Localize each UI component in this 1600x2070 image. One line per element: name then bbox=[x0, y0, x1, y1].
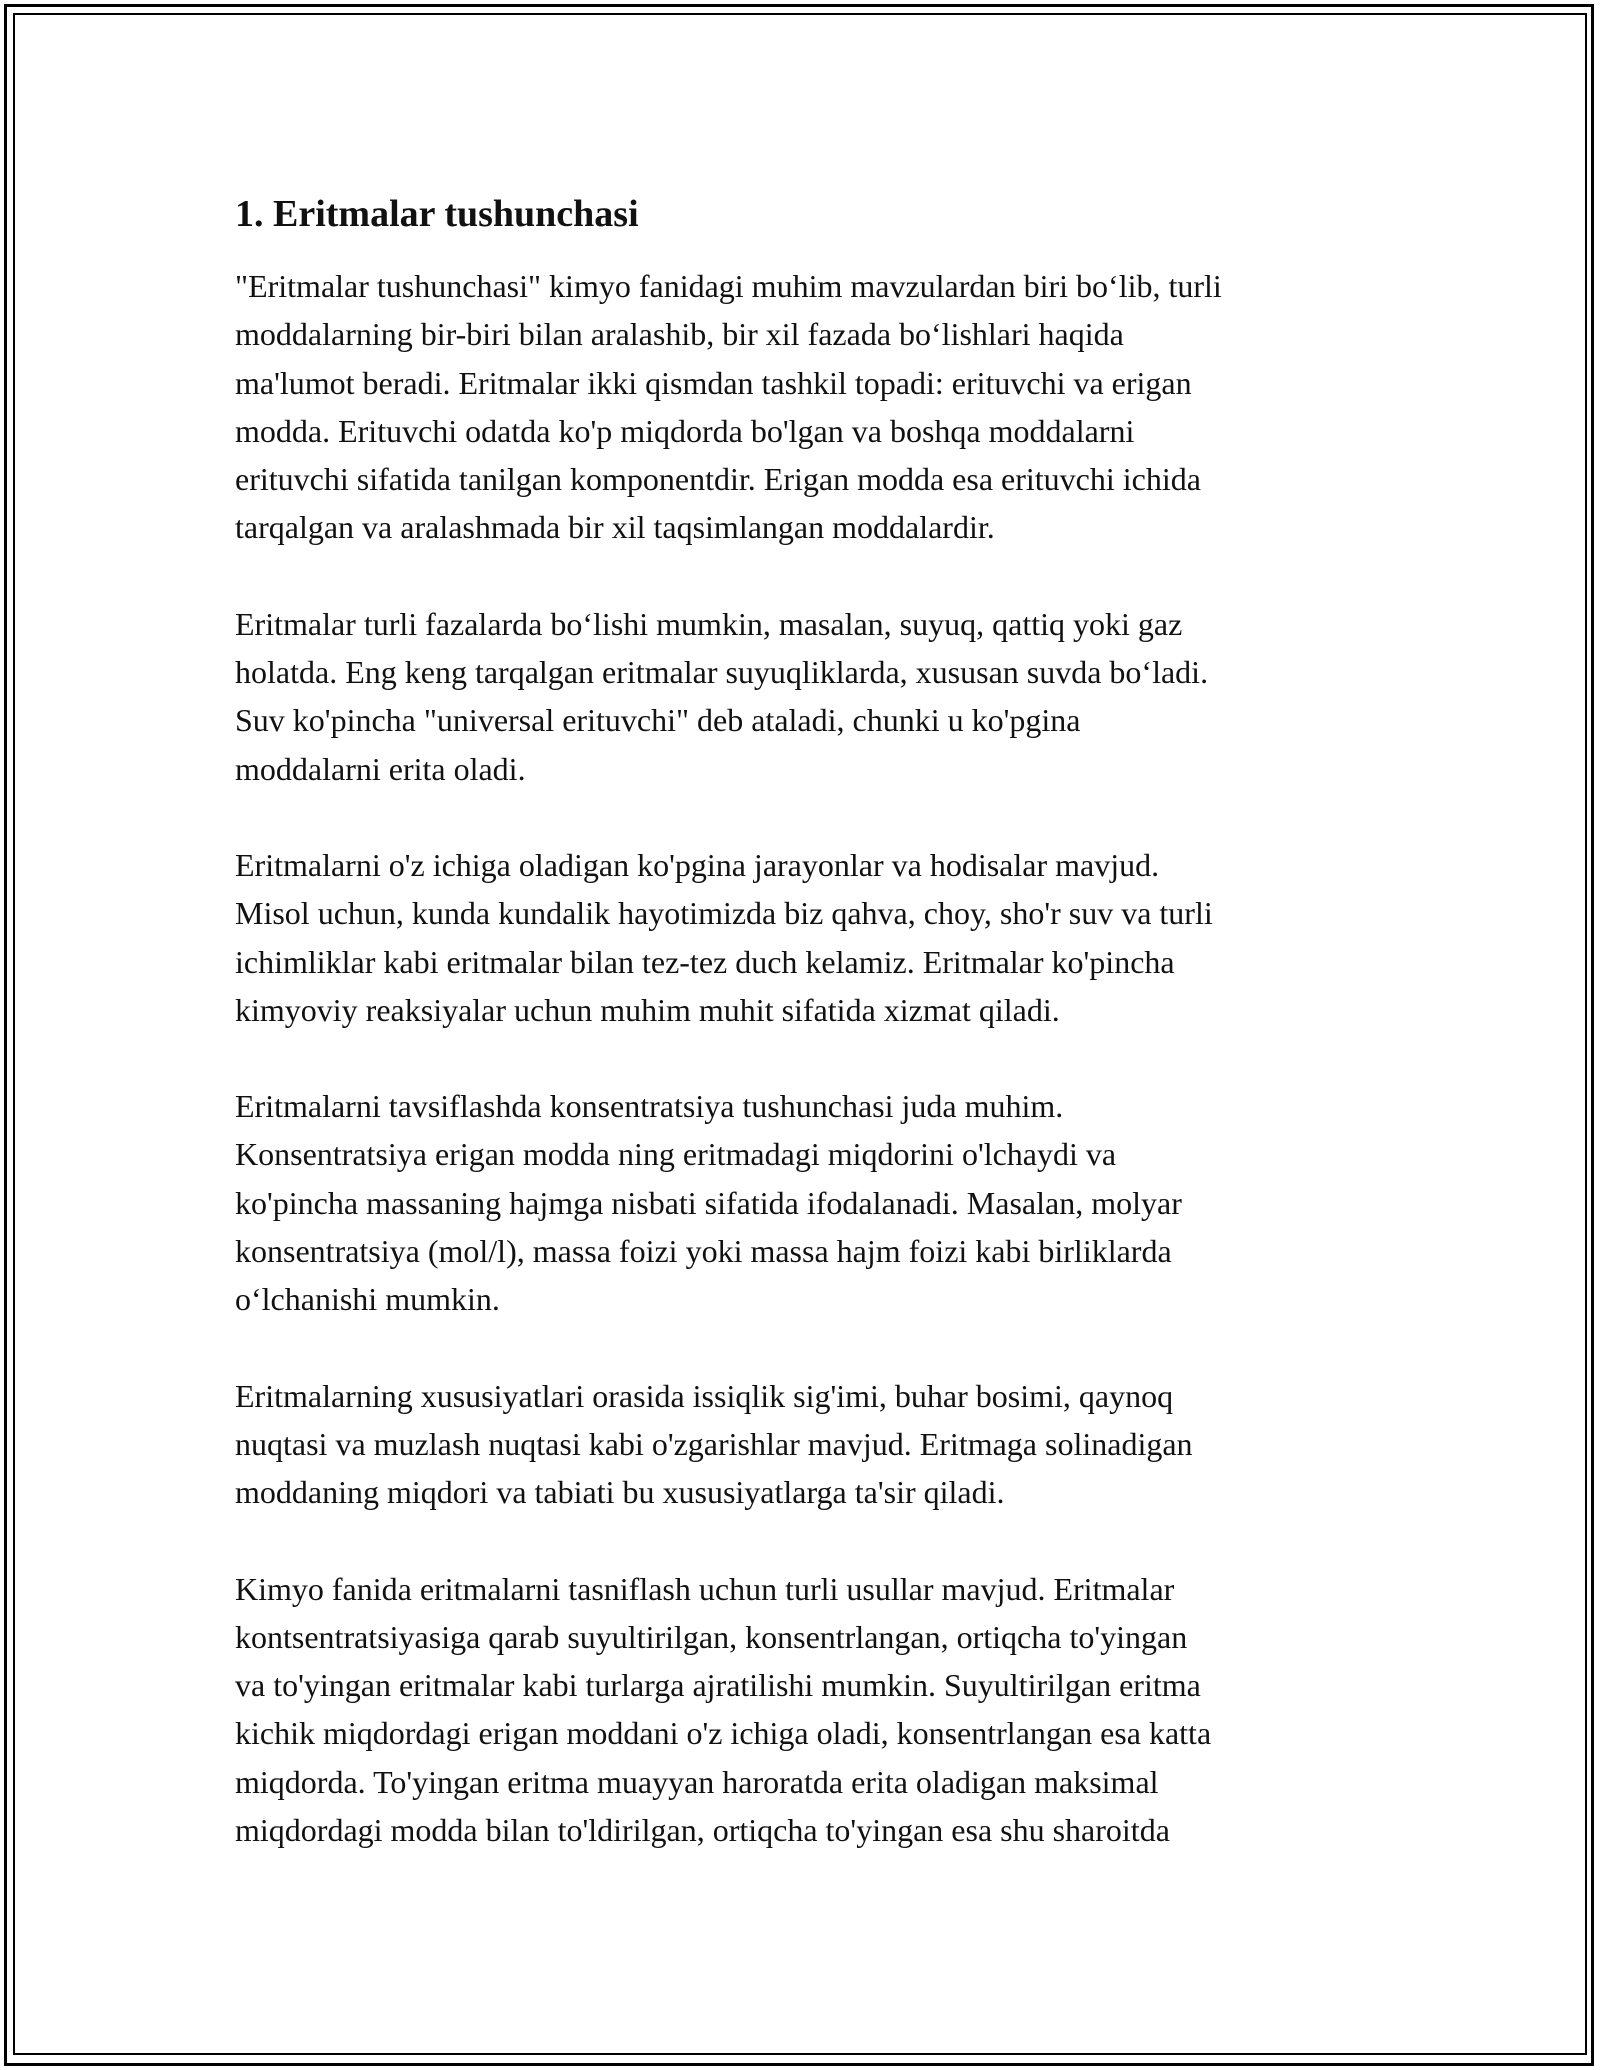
paragraph-3: Eritmalarni o'z ichiga oladigan ko'pgina jarayonlar va hodisalar mavjud. Misol uchun, kunda kundalik hayotimizda biz qahva, choy, sho'r suv va turli ichimliklar kabi eritmalar bilan tez-tez duch kelamiz. Eritmalar ko'pincha kimyoviy reaksiyalar uchun muhim muhit sifatida xizmat qiladi. bbox=[235, 846, 1213, 1028]
document-body bbox=[235, 188, 1385, 1902]
paragraph-1: "Eritmalar tushunchasi" kimyo fanidagi muhim mavzulardan biri bo‘lib, turli moddalarning bir-biri bilan aralashib, bir xil fazada bo‘lishlari haqida ma'lumot beradi. Eritmalar ikki qismdan tashkil topadi: erituvchi va erigan modda. Erituvchi odatda ko'p miqdorda bo'lgan va boshqa moddalarni erituvchi sifatida tanilgan komponentdir. Erigan modda esa erituvchi ichida tarqalgan va aralashmada bir xil taqsimlangan moddalardir. bbox=[235, 268, 1222, 546]
paragraph-4: Eritmalarni tavsiflashda konsentratsiya tushunchasi juda muhim. Konsentratsiya erigan modda ning eritmadagi miqdorini o'lchaydi va ko'pincha massaning hajmga nisbati sifatida ifodalanadi. Masalan, molyar konsentratsiya (mol/l), massa foizi yoki massa hajm foizi kabi birliklarda o‘lchanishi mumkin. bbox=[235, 1088, 1182, 1318]
paragraph-6: Kimyo fanida eritmalarni tasniflash uchun turli usullar mavjud. Eritmalar kontsentratsiyasiga qarab suyultirilgan, konsentrlangan, ortiqcha to'yingan va to'yingan eritmalar kabi turlarga ajratilishi mumkin. Suyultirilgan eritma kichik miqdordagi erigan moddani o'z ichiga oladi, konsentrlangan esa katta miqdorda. To'yingan eritma muayyan haroratda erita oladigan maksimal miqdordagi modda bilan to'ldirilgan, ortiqcha to'yingan esa shu sharoitda bbox=[235, 1570, 1212, 1849]
section-heading: 1. Eritmalar tushunchasi bbox=[235, 193, 639, 235]
paragraph-2: Eritmalar turli fazalarda bo‘lishi mumkin, masalan, suyuq, qattiq yoki gaz holatda. Eng keng tarqalgan eritmalar suyuqliklarda, xususan suvda bo‘ladi. Suv ko'pincha "universal erituvchi" deb ataladi, chunki u ko'pgina moddalarni erita oladi. bbox=[235, 605, 1209, 787]
paragraph-5: Eritmalarning xususiyatlari orasida issiqlik sig'imi, buhar bosimi, qaynoq nuqtasi va muzlash nuqtasi kabi o'zgarishlar mavjud. Eritmaga solinadigan moddaning miqdori va tabiati bu xususiyatlarga ta'sir qiladi. bbox=[235, 1377, 1193, 1511]
